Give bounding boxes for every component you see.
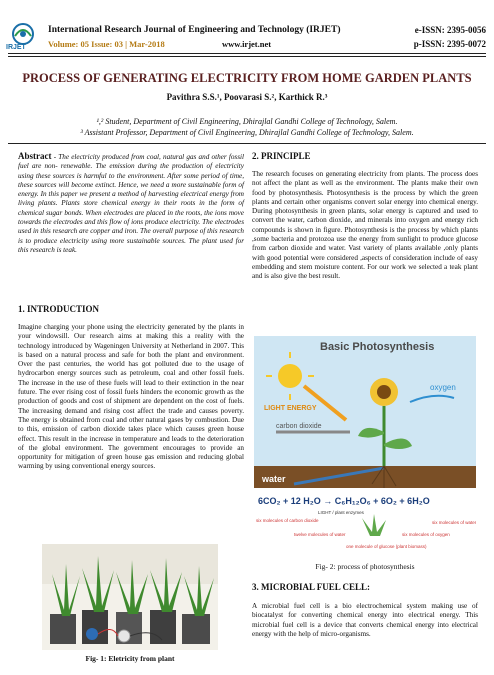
label-carbon-dioxide-molecules: six molecules of carbon dioxide [256,518,319,523]
figure-2-photosynthesis-diagram [254,336,476,556]
paper-authors: Pavithra S.S.¹, Poovarasi S.², Karthick R.³ [166,92,328,102]
diagram-title: Basic Photosynthesis [320,341,435,353]
eissn: e-ISSN: 2395-0056 [414,25,486,35]
label-oxygen-molecules: six molecules of oxygen [402,532,450,537]
abstract-heading: Abstract [18,151,52,161]
abstract [18,151,244,255]
photosynthesis-equation: 6CO₂ + 12 H₂O → C₆H₁₂O₆ + 6O₂ + 6H₂O [258,496,430,506]
abstract-text: - The electricity produced from coal, natural gas and other fossil fuel are non- renewable. The emission during the production of electricity using these sources is harmful to the environment. After some period of time, these sources will become extinct. Hence, we need a more sustainable form of energy. In this paper we present a method of harvesting electrical energy from living plants. Plants store chemical energy in their roots in the form of chemical sugar bonds. When electrodes are placed in the roots, the ions move towards the electrodes and this flow of ions produce electricity. The electrodes used in this research are copper and iron. The overall purpose of this research is to produce electricity using more sustainable sources. The plant used for this research is teak. [18,153,244,254]
introduction-text [18,323,244,472]
label-water-molecules-output: six molecules of water [432,520,476,525]
pissn: p-ISSN: 2395-0072 [413,39,486,49]
introduction-heading: 1. INTRODUCTION [18,304,100,314]
affiliation-professor: ³ Assistant Professor, Department of Civil Engineering, Dhirajlal Gandhi College of Technology, Salem. [80,128,414,137]
title-divider [8,143,486,144]
figure-2-caption: Fig- 2: process of photosynthesis [315,562,415,571]
water-label: water [262,474,286,484]
equation-arrow-label: LIGHT / plant enzymes [318,510,364,515]
header-divider [8,53,486,54]
oxygen-label: oxygen [430,383,456,392]
logo-text: IRJET [6,44,26,51]
principle-text [252,170,478,282]
affiliation-students: ¹,² Student, Department of Civil Engineering, Dhirajlal Gandhi College of Technology, Salem. [96,117,398,126]
light-energy-label: LIGHT ENERGY [264,405,317,412]
introduction-paragraph: Imagine charging your phone using the electricity generated by the plants in your windowsill. Our research aims at making this a reality with the technology introduced by Wageningen University at Netherland in 2007. This is based on a natural process and safe for both the plant and environment. Over the past centuries, the world has got polluted due to the usage of hydrocarbon energy sources such as petroleum, coal and other fossil fuels. The increase in the use of these fuels will lead to their extinction in the near future. The ever rising cost of fossil fuels hinders the economic growth as the production of goods and cost of shipment are dependent on the cost of fuels. The increasing demand and rising cost affect the trade and causes poverty. The energy is obtained from coal and other natural gases by combustion. Due to this, emission of carbon dioxide takes place which causes green house effect. This result in the increase in temperature and leads to the deterioration of the global environment. The government encourages to provide an opportunity for mitigation of green house gas emission and reducing global warming by using conventional energy sources. [18,323,244,471]
volume-issue: Volume: 05 Issue: 03 | Mar-2018 [48,39,165,49]
principle-paragraph: The research focuses on generating electricity from plants. The process does not affect the plant as well as the environment. The plants make their own food by photosynthesis. Photosynthesis is the process by which the green plants and certain other organisms convert solar energy into chemical energy. During photosynthesis in green plants, solar energy is captured and used to convert the water, carbon dioxide, and minerals into oxygen and energy rich compounds is shown in figure. Photosynthesis is the process by which plants ,some bacteria and protozoa use the energy from sunlight to produce glucose from carbon dioxide and water. Vast variety of plants available ,only plants with good potential were considered ,aspects of consideration include of easy embedding and stem moisture content. For our work we selected a teak plant and is also give the best result. [252,170,478,281]
paper-title: PROCESS OF GENERATING ELECTRICITY FROM HOME GARDEN PLANTS [22,71,472,85]
principle-heading: 2. PRINCIPLE [252,151,311,161]
figure-1-caption: Fig- 1: Eletricity from plant [85,654,175,663]
microbial-fuel-cell-text [252,602,478,639]
journal-website-link[interactable]: www.irjet.net [222,39,272,49]
label-glucose-molecule: one molecule of glucose (plant biomass) [346,544,427,549]
figure-1-plant-photo [42,544,218,650]
label-water-molecules: twelve molecules of water [294,532,346,537]
carbon-dioxide-label: carbon dioxide [276,423,322,430]
microbial-fuel-cell-heading: 3. MICROBIAL FUEL CELL: [252,582,371,592]
microbial-fuel-cell-paragraph: A microbial fuel cell is a bio electrochemical system making use of biocatalyst for converting chemical energy into electrical energy. This microbial fuel cell is a device that converts chemical energy into electrical energy with the help of micro-organisms. [252,602,478,638]
header-divider-thin [8,56,486,57]
journal-title: International Research Journal of Engineering and Technology (IRJET) [48,25,341,35]
